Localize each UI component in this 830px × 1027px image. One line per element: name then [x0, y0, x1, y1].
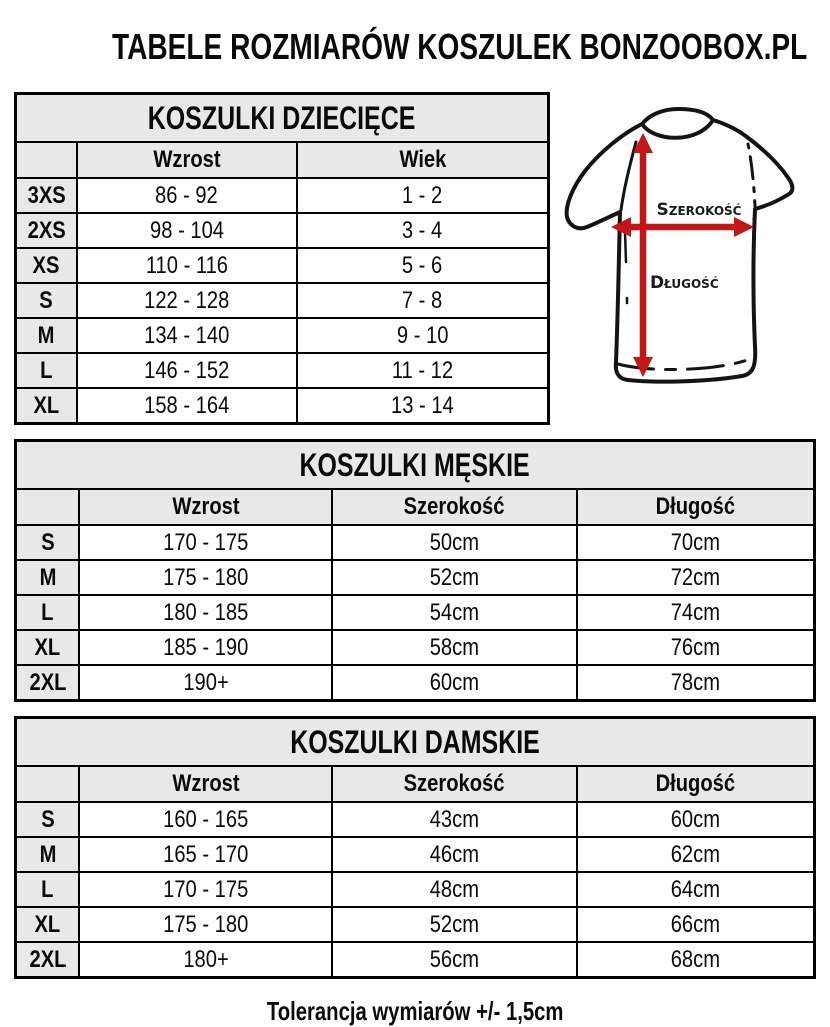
left-body-detail [625, 232, 626, 262]
table-row [16, 802, 815, 837]
table-title-row [16, 718, 815, 767]
size-label-cell: S [16, 525, 80, 560]
value-cell: 1 - 2 [297, 178, 549, 213]
value-cell: 78cm [577, 665, 814, 701]
value-cell: 76cm [577, 630, 814, 665]
tolerance-note-text: Tolerancja wymiarów +/- 1,5cm [266, 996, 564, 1026]
kids-table-wrap [14, 92, 550, 425]
value-cell: 122 - 128 [77, 283, 297, 318]
table-row [16, 248, 549, 283]
page-title-text: TABELE ROZMIARÓW KOSZULEK BONZOOBOX.PL [112, 26, 808, 67]
size-label-cell: L [16, 595, 80, 630]
table-row [16, 665, 815, 701]
value-cell: 54cm [332, 595, 577, 630]
value-cell: 50cm [332, 525, 577, 560]
value-cell: 66cm [577, 907, 814, 942]
table-row [16, 942, 815, 978]
top-row [14, 92, 816, 425]
value-cell: 110 - 116 [77, 248, 297, 283]
table-row [16, 630, 815, 665]
value-cell: 3 - 4 [297, 213, 549, 248]
value-cell: 72cm [577, 560, 814, 595]
value-cell: 86 - 92 [77, 178, 297, 213]
page-title [14, 26, 816, 68]
table-row [16, 283, 549, 318]
column-header: Szerokość [332, 766, 577, 802]
value-cell: 56cm [332, 942, 577, 978]
size-label-cell: S [16, 283, 77, 318]
size-label-cell: S [16, 802, 80, 837]
kids-size-table [14, 92, 550, 425]
column-header: Długość [577, 766, 814, 802]
width-label: Szerokość [656, 200, 742, 220]
value-cell: 170 - 175 [79, 525, 331, 560]
value-cell: 58cm [332, 630, 577, 665]
value-cell: 5 - 6 [297, 248, 549, 283]
tolerance-note [14, 996, 816, 1027]
value-cell: 175 - 180 [79, 560, 331, 595]
table-row [16, 837, 815, 872]
value-cell: 68cm [577, 942, 814, 978]
value-cell: 165 - 170 [79, 837, 331, 872]
column-header: Wiek [297, 142, 549, 178]
women-size-table [14, 716, 816, 979]
value-cell: 70cm [577, 525, 814, 560]
value-cell: 11 - 12 [297, 353, 549, 388]
table-row [16, 388, 549, 424]
value-cell: 9 - 10 [297, 318, 549, 353]
table-row [16, 907, 815, 942]
length-label: Długość [650, 273, 719, 293]
value-cell: 62cm [577, 837, 814, 872]
men-size-table [14, 439, 816, 702]
value-cell: 180 - 185 [79, 595, 331, 630]
value-cell: 52cm [332, 560, 577, 595]
value-cell: 64cm [577, 872, 814, 907]
value-cell: 74cm [577, 595, 814, 630]
value-cell: 146 - 152 [77, 353, 297, 388]
column-header-empty [16, 766, 80, 802]
size-label-cell: M [16, 837, 80, 872]
table-row [16, 872, 815, 907]
size-label-cell: XL [16, 630, 80, 665]
value-cell: 43cm [332, 802, 577, 837]
table-title-row [16, 94, 549, 143]
size-label-cell: 2XL [16, 665, 80, 701]
value-cell: 98 - 104 [77, 213, 297, 248]
kids-table-title: KOSZULKI DZIECIĘCE [16, 94, 549, 143]
column-header-row [16, 489, 815, 525]
size-label-cell: M [16, 560, 80, 595]
table-row [16, 353, 549, 388]
value-cell: 185 - 190 [79, 630, 331, 665]
value-cell: 170 - 175 [79, 872, 331, 907]
column-header-empty [16, 142, 77, 178]
value-cell: 13 - 14 [297, 388, 549, 424]
size-label-cell: M [16, 318, 77, 353]
size-label-cell: L [16, 872, 80, 907]
table-row [16, 318, 549, 353]
value-cell: 160 - 165 [79, 802, 331, 837]
table-row [16, 525, 815, 560]
size-label-cell: 3XS [16, 178, 77, 213]
women-table-title: KOSZULKI DAMSKIE [16, 718, 815, 767]
value-cell: 60cm [332, 665, 577, 701]
size-label-cell: L [16, 353, 77, 388]
table-row [16, 178, 549, 213]
column-header: Wzrost [79, 489, 331, 525]
size-label-cell: 2XL [16, 942, 80, 978]
size-label-cell: XL [16, 388, 77, 424]
value-cell: 7 - 8 [297, 283, 549, 318]
value-cell: 180+ [79, 942, 331, 978]
men-table-title: KOSZULKI MĘSKIE [16, 441, 815, 490]
column-header: Wzrost [77, 142, 297, 178]
value-cell: 175 - 180 [79, 907, 331, 942]
table-row [16, 595, 815, 630]
size-label-cell: 2XS [16, 213, 77, 248]
column-header: Wzrost [79, 766, 331, 802]
value-cell: 46cm [332, 837, 577, 872]
table-row [16, 560, 815, 595]
value-cell: 48cm [332, 872, 577, 907]
value-cell: 52cm [332, 907, 577, 942]
tshirt-figure [550, 92, 816, 402]
size-label-cell: XS [16, 248, 77, 283]
tshirt-diagram [556, 92, 816, 402]
column-header-row [16, 142, 549, 178]
size-label-cell: XL [16, 907, 80, 942]
column-header-row [16, 766, 815, 802]
value-cell: 60cm [577, 802, 814, 837]
tshirt-outline [567, 109, 793, 382]
column-header: Szerokość [332, 489, 577, 525]
value-cell: 190+ [79, 665, 331, 701]
table-row [16, 213, 549, 248]
value-cell: 134 - 140 [77, 318, 297, 353]
column-header: Długość [577, 489, 814, 525]
value-cell: 158 - 164 [77, 388, 297, 424]
column-header-empty [16, 489, 80, 525]
table-title-row [16, 441, 815, 490]
